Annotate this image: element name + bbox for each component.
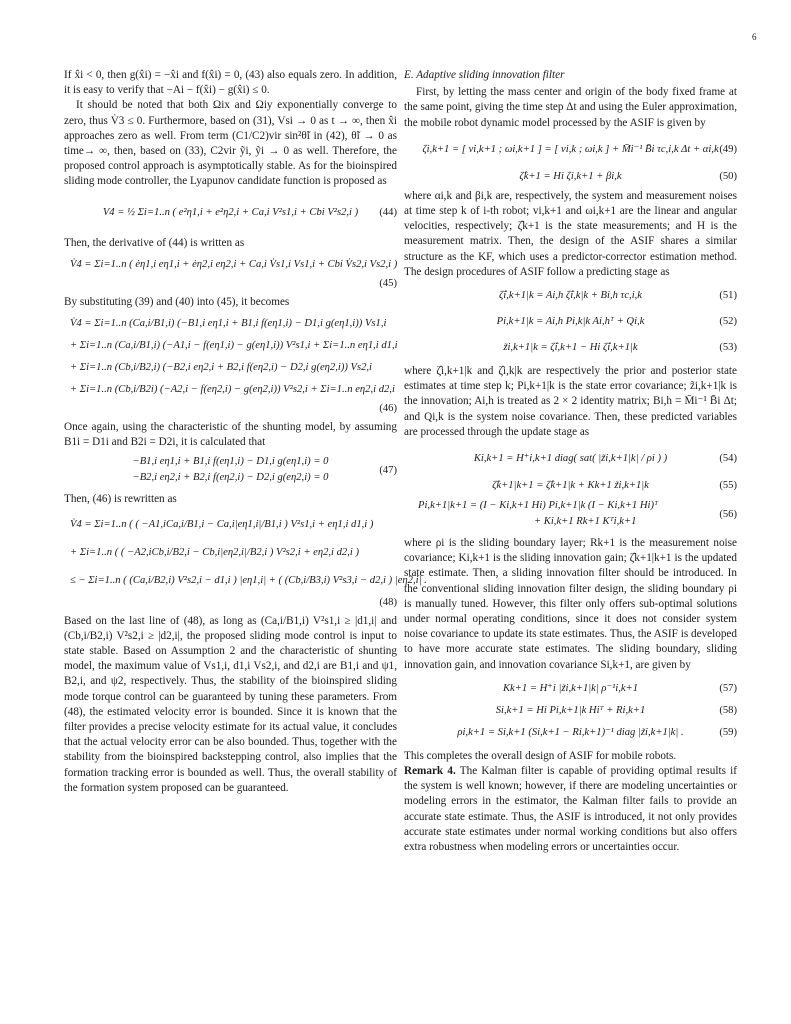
equation-51 — [404, 288, 737, 304]
equation-number: (58) — [719, 704, 737, 716]
equation-line: + Σi=1..n (Ca,i/B1,i) (−A1,i − f(eη1,i) − g(eη1,i)) V²s1,i + Σi=1..n eη1,i d1,i — [70, 340, 398, 352]
equation-line: + Σi=1..n (Cb,i/B2i) (−A2,i − f(eη2,i) − g(eη2,i)) V²s2,i + Σi=1..n eη2,i d2,i — [70, 384, 395, 396]
equation-body: Pi,k+1|k = Ai,h Pi,k|k Ai,hᵀ + Qi,k — [496, 316, 645, 328]
equation-54 — [404, 444, 737, 474]
equation-line: V̇4 = Σi=1..n (Ca,i/B1,i) (−B1,i eη1,i + B1,i f(eη1,i) − D1,i g(eη1,i)) Vs1,i — [70, 318, 387, 330]
paragraph: If x̂i < 0, then g(x̂i) = −x̂i and f(x̂i) = 0, (43) also equals zero. In addition, it is easy to verify that −Ai − f(x̂i) − g(x̂i) ≤ 0. — [64, 69, 397, 97]
remark-label: Remark 4. — [404, 765, 456, 778]
remark-paragraph — [404, 764, 737, 855]
equation-line: + Σi=1..n ( ( −A2,iCb,i/B2,i − Cb,i|eη2,i|/B2,i ) V²s2,i + eη2,i d2,i ) — [70, 546, 360, 558]
equation-line: −B2,i eη2,i + B2,i f(eη2,i) − D2,i g(eη2,i) = 0 — [132, 472, 329, 484]
paragraph: By substituting (39) and (40) into (45), it becomes — [64, 295, 290, 308]
remark-text: The Kalman filter is capable of providing optimal results if the system is well known; however, if there are modeling uncertainties or modeling errors in the estimator, the Kalman filter fails to provide an accurate state estimate. Thus, the ASIF is introduced, it not only provides accurate state estimates under normal working conditions but also offers extra robustness when modeling errors or uncertainties occur. — [404, 765, 737, 854]
equation-number: (52) — [719, 316, 737, 328]
equation-48 — [64, 511, 427, 611]
equation-line: ≤ − Σi=1..n ( (Ca,i/B2,i) V²s2,i − d1,i ) |eη1,i| + ( (Cb,i/B3,i) V²s3,i − d2,i ) |eη2,i| . — [70, 574, 427, 586]
equation-number: (59) — [719, 726, 737, 738]
equation-body: V4 = ½ Σi=1..n ( e²η1,i + e²η2,i + Ca,i V²s1,i + Cbi V²s2,i ) — [102, 206, 359, 218]
equation-58 — [404, 703, 737, 719]
equation-line: −B1,i eη1,i + B1,i f(eη1,i) − D1,i g(eη1,i) = 0 — [132, 456, 329, 468]
page-number: 6 — [752, 32, 757, 42]
equation-number: (56) — [719, 509, 737, 521]
equation-number: (51) — [719, 290, 737, 302]
equation-number: (47) — [379, 465, 397, 477]
equation-body: z̃i,k+1|k = ζ̂i,k+1 − Hi ζ̂i,k+1|k — [503, 342, 638, 354]
paragraph: Once again, using the characteristic of the shunting model, by assuming B1i = D1i and B2i = D2i, it is calculated that — [64, 421, 397, 449]
equation-49 — [404, 135, 737, 165]
equation-body: ζi,k+1 = [ vi,k+1 ; ωi,k+1 ] = [ vi,k ; ωi,k ] + M̄i⁻¹ B̄i τc,i,k Δt + αi,k — [422, 143, 719, 155]
equation-line: Pi,k+1|k+1 = (I − Ki,k+1 Hi) Pi,k+1|k (I − Ki,k+1 Hi)ᵀ — [418, 500, 659, 512]
equation-line: V̇4 = Σi=1..n ( ( −A1,iCa,i/B1,i − Ca,i|eη1,i|/B1,i ) V²s1,i + eη1,i d1,i ) — [70, 518, 374, 530]
paragraph: where ρi is the sliding boundary layer; Rk+1 is the measurement noise covariance; Ki,k+1 is the sliding innovation gain; ζ̂k+1|k+1 is the updated state estimate. Then, a sliding innovation filter should be introduced. In the conventional sliding innovation filter design, the sliding boundary ρi is manually tuned. However, this filter only offers sub-optimal solutions under normal operating conditions, since it does not consider system noise covariance to update its state estimates. Thus, the ASIF is developed to have more accurate state estimates. The sliding boundary, sliding innovation gain, and innovation covariance Si,k+1, are given by — [404, 537, 737, 671]
equation-57 — [404, 681, 737, 697]
equation-body: ζ̂i,k+1|k = Ai,h ζ̂i,k|k + Bi,h τc,i,k — [499, 290, 642, 302]
equation-number: (44) — [379, 206, 397, 218]
equation-line: V̇4 = Σi=1..n ( ėη1,i eη1,i + ėη2,i eη2,i + Ca,i V̇s1,i Vs1,i + Cbi V̇s2,i Vs2,i ) — [70, 258, 398, 270]
equation-number: (49) — [719, 143, 737, 155]
equation-50 — [404, 169, 737, 185]
equation-body: Kk+1 = H⁺i |z̃i,k+1|k| ρ⁻¹i,k+1 — [502, 682, 639, 694]
paragraph: This completes the overall design of ASIF for mobile robots. — [404, 749, 677, 762]
paragraph: Then, the derivative of (44) is written as — [64, 236, 245, 249]
equation-number: (57) — [719, 682, 737, 694]
equation-body: Si,k+1 = Hi Pi,k+1|k Hiᵀ + Ri,k+1 — [495, 704, 646, 716]
equation-body: ζ̂k+1|k+1 = ζ̂k+1|k + Kk+1 z̃i,k+1|k — [492, 480, 649, 492]
equation-number: (53) — [719, 342, 737, 354]
paragraph: Based on the last line of (48), as long as (Ca,i/B1,i) V²s1,i ≥ |d1,i| and (Cb,i/B2,i) V²s2,i ≥ |d2,i|, the proposed sliding mode control is input to state stable. Based on Assumption 2 and the characteristic of shunting model, the maximum value of Vs1,i, d1,i Vs2,i, and d2,i are B1,i and ψ1, B2,i, and ψ2, respectively. Thus, the stability of the bioinspired sliding mode torque control can be guaranteed by tuning these parameters. From (48), the estimated velocity error is bounded. Since it is known that the filter provides a precise velocity estimate for its actual value, it concludes that the actual velocity error can be also bounded. Thus, together with the stability from the bioinspired backstepping control, also implies that the formation tracking error is bounded as well. Thus, the overall stability of the formation system proposed can be guaranteed. — [64, 614, 397, 794]
equation-number: (50) — [719, 170, 737, 182]
section-title: E. Adaptive sliding innovation filter — [404, 69, 565, 81]
paragraph: First, by letting the mass center and origin of the body fixed frame at the same point, giving the time step Δt and using the Euler approximation, the mobile robot dynamic model processed by the ASIF is given by — [404, 86, 737, 129]
equation-body: ρi,k+1 = Si,k+1 (Si,k+1 − Ri,k+1)⁻¹ diag |z̃i,k+1|k| . — [457, 726, 684, 738]
equation-47 — [64, 454, 397, 488]
right-column — [404, 68, 737, 855]
paragraph: where ζ̂i,k+1|k and ζ̂i,k|k are respectively the prior and posterior state estimates at time step k; Pi,k+1|k is the state error covariance; z̃i,k+1|k is the innovation; Ai,h is treated as 2 × 2 identity matrix; Bi,h = M̄i⁻¹ B̄i Δt; and Qi,k is the system noise covariance. Then, these predicted variables are processed through the update stage as — [404, 365, 737, 438]
equation-46 — [64, 313, 397, 417]
equation-number: (54) — [719, 453, 737, 465]
equation-number: (45) — [379, 277, 397, 289]
equation-number: (46) — [379, 403, 397, 415]
equation-number: (48) — [379, 596, 397, 608]
equation-53 — [404, 340, 737, 356]
equation-body: Ki,k+1 = H⁺i,k+1 diag( sat( |z̃i,k+1|k| / ρi ) ) — [473, 453, 668, 465]
equation-line: + Σi=1..n (Cb,i/B2,i) (−B2,i eη2,i + B2,i f(eη2,i) − D2,i g(eη2,i)) Vs2,i — [70, 362, 373, 374]
equation-59 — [404, 725, 737, 741]
paragraph: It should be noted that both Ωix and Ωiy exponentially converge to zero, thus V̇3 ≤ 0. Furthermore, based on (31), Vsi → 0 as t → ∞, then x̂i approaches zero as well. From term (C1/C2)vir sin²θ̃i in (42), θ̃i → 0 as time→ ∞, then, based on (33), C2vir ỹi, ỹi → 0 as well. Therefore, the proposed control approach is asymptotically stable. As for the bioinspired sliding mode controller, the Lyapunov candidate function is proposed as — [64, 99, 397, 188]
equation-52 — [404, 314, 737, 330]
equation-55 — [404, 478, 737, 494]
equation-body: ζ̂k+1 = Hi ζi,k+1 + βi,k — [519, 170, 622, 182]
equation-56 — [404, 498, 737, 532]
paragraph: where αi,k and βi,k are, respectively, the system and measurement noises at time step k of i-th robot; vi,k+1 and ωi,k+1 are the linear and angular velocities, respectively; ζ̂k+1 is the state measurements; and H is the measurement matrix. Then, the design of the ASIF shares a similar structure as the KF, which uses a predictor-corrector estimation method. The design procedures of ASIF follow a predicting stage as — [404, 189, 737, 278]
equation-45 — [64, 254, 397, 292]
left-column — [64, 68, 427, 796]
equation-line: + Ki,k+1 Rk+1 Kᵀi,k+1 — [534, 516, 637, 528]
paragraph: Then, (46) is rewritten as — [64, 493, 177, 506]
equation-44 — [64, 194, 397, 232]
equation-number: (55) — [719, 480, 737, 492]
